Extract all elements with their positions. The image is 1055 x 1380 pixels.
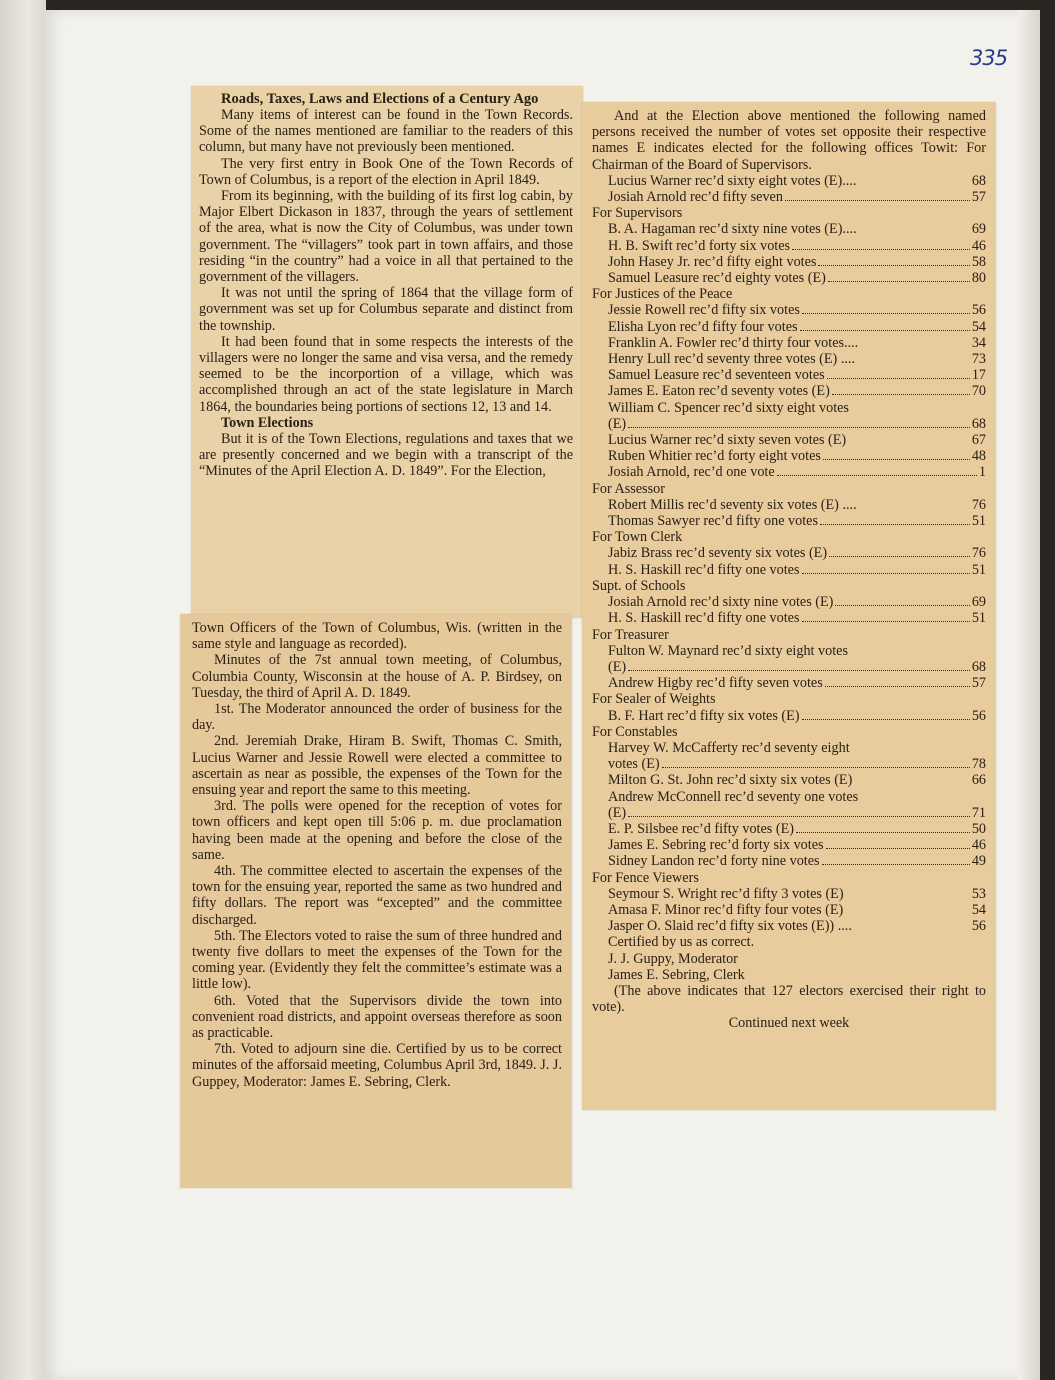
candidate-text: B. F. Hart rec’d fifty six votes (E): [608, 707, 800, 724]
vote-entry: [592, 367, 986, 383]
list-mcconnell: [592, 805, 986, 821]
leader-dots: [827, 378, 970, 379]
office-heading: Supt. of Schools: [592, 577, 686, 594]
list-chairman: [592, 173, 986, 205]
paragraph: (The above indicates that 127 electors exercised their right to vote).: [592, 982, 986, 1016]
leader-dots: [628, 670, 970, 671]
paragraph: 7th. Voted to adjourn sine die. Certified by us to be correct minutes of the afforsaid meeting, Columbus April 3rd, 1849. J. J. Guppey, Moderator: James E. Sebring, Clerk.: [192, 1041, 562, 1090]
paragraph: 3rd. The polls were opened for the reception of votes for town officers and kept open till 5:06 p. m. due proclamation having been made at the opening and before the close of the same.: [192, 798, 562, 863]
leader-dots: [628, 816, 970, 817]
candidate-text: Amasa F. Minor rec’d fifty four votes (E): [608, 901, 844, 918]
leader-dots: [829, 556, 970, 557]
vote-count: 71: [971, 804, 986, 821]
vote-count: 68: [971, 658, 986, 675]
candidate-text: H. S. Haskill rec’d fifty one votes: [608, 610, 800, 627]
candidate-text: James E. Sebring rec’d forty six votes: [608, 837, 824, 854]
paragraph: It was not until the spring of 1864 that the village form of government was set up for Columbus separate and distinct from the township.: [199, 285, 573, 334]
candidate-text: (E): [608, 415, 627, 432]
clipping-minutes: [180, 614, 572, 1188]
office-heading: For Sealer of Weights: [592, 691, 716, 708]
candidate-text: Josiah Arnold rec’d sixty nine votes (E): [608, 594, 834, 611]
candidate-text: Lucius Warner rec’d sixty seven votes (E): [608, 432, 847, 449]
vote-count: 51: [971, 561, 986, 578]
closing-line: James E. Sebring, Clerk: [608, 966, 745, 983]
candidate-text: H. B. Swift rec’d forty six votes: [608, 237, 791, 254]
scrapbook-page: [44, 10, 1040, 1380]
leader-dots: [820, 524, 970, 525]
vote-entry: [592, 189, 986, 205]
paragraph: 5th. The Electors voted to raise the sum of three hundred and twenty five dollars to meet the expenses of the Town for the coming year. (Evidently they felt the committee’s estimate was a little low).: [192, 927, 562, 993]
vote-entry: [592, 918, 986, 934]
vote-entry: [592, 173, 986, 189]
vote-count: 51: [971, 610, 986, 627]
vote-entry: [592, 464, 986, 480]
continued-note: Continued next week: [728, 1015, 850, 1032]
list-supervisors: [592, 221, 986, 286]
paragraph: The very first entry in Book One of the Town Records of Town of Columbus, is a report of the election in April 1849.: [199, 155, 573, 188]
clipping-article-intro: [191, 86, 583, 618]
vote-count: 53: [971, 885, 986, 902]
leader-dots: [835, 605, 969, 606]
vote-entry: [592, 756, 986, 772]
vote-entry: [592, 513, 986, 529]
vote-entry: [592, 853, 986, 869]
list-constables-a: [592, 772, 986, 788]
entry-line: Andrew McConnell rec’d seventy one votes: [608, 788, 859, 805]
office-heading: For Town Clerk: [592, 529, 683, 546]
vote-entry: [592, 497, 986, 513]
office-heading: For Justices of the Peace: [592, 286, 733, 303]
leader-dots: [777, 475, 977, 476]
vote-count: 49: [971, 853, 986, 870]
leader-dots: [802, 621, 970, 622]
paragraph: But it is of the Town Elections, regulations and taxes that we are presently concerned and we begin with a transcript of the “Minutes of the April Election A. D. 1849”. For the Election,: [199, 431, 573, 480]
vote-entry: [592, 772, 986, 788]
leader-dots: [628, 427, 970, 428]
list-justices-2: [592, 432, 986, 481]
vote-entry: [592, 837, 986, 853]
vote-count: 57: [971, 675, 986, 692]
candidate-text: Elisha Lyon rec’d fifty four votes: [608, 318, 798, 335]
vote-count: 78: [971, 756, 986, 773]
candidate-text: James E. Eaton rec’d seventy votes (E): [608, 383, 830, 400]
vote-count: 50: [971, 820, 986, 837]
vote-count: 56: [971, 302, 986, 319]
leader-dots: [802, 313, 970, 314]
vote-entry: [592, 335, 986, 351]
paragraph: Town Officers of the Town of Columbus, Wis. (written in the same style and language as recorded).: [192, 620, 562, 653]
leader-dots: [832, 394, 970, 395]
list-clerk: [592, 545, 986, 577]
leader-dots: [825, 686, 970, 687]
list-sealer: [592, 708, 986, 724]
vote-entry: [592, 254, 986, 270]
candidate-text: Josiah Arnold, rec’d one vote: [608, 464, 775, 481]
vote-count: 48: [971, 448, 986, 465]
vote-entry: [592, 545, 986, 561]
vote-count: 54: [971, 318, 986, 335]
list-justices: [592, 302, 986, 399]
candidate-text: Jabiz Brass rec’d seventy six votes (E): [608, 545, 828, 562]
candidate-text: (E): [608, 804, 627, 821]
vote-count: 56: [971, 707, 986, 724]
vote-count: 46: [971, 837, 986, 854]
office-heading: For Treasurer: [592, 626, 669, 643]
leader-dots: [800, 330, 970, 331]
paragraph: It had been found that in some respects the interests of the villagers were no longer the same and visa versa, and the remedy seemed to be the incorportion of a village, which was accomplished through an act of the state legislature in March 1864, the boundaries being portions of sections 12, 13 and 14.: [199, 333, 573, 415]
candidate-text: Robert Millis rec’d seventy six votes (E) ....: [608, 496, 857, 513]
candidate-text: Henry Lull rec’d seventy three votes (E) ....: [608, 351, 856, 368]
vote-count: 68: [971, 415, 986, 432]
vote-entry: [592, 659, 986, 675]
vote-count: 73: [971, 351, 986, 368]
vote-count: 58: [971, 253, 986, 270]
vote-entry: [592, 594, 986, 610]
vote-entry: [592, 886, 986, 902]
leader-dots: [792, 249, 970, 250]
candidate-text: Josiah Arnold rec’d fifty seven: [608, 189, 783, 206]
vote-count: 76: [971, 496, 986, 513]
vote-entry: [592, 448, 986, 464]
vote-entry: [592, 902, 986, 918]
candidate-text: Thomas Sawyer rec’d fifty one votes: [608, 513, 818, 530]
candidate-text: Samuel Leasure rec’d seventeen votes: [608, 367, 825, 384]
article-headline: Roads, Taxes, Laws and Elections of a Century Ago: [221, 91, 539, 107]
candidate-text: John Hasey Jr. rec’d fifty eight votes: [608, 253, 817, 270]
vote-count: 34: [971, 334, 986, 351]
paragraph: 2nd. Jeremiah Drake, Hiram B. Swift, Thomas C. Smith, Lucius Warner and Jessie Rowell were elected a committee to ascertain as near as possible, the expenses of the Town for the ensuing year and report the same to this meeting.: [192, 733, 562, 799]
candidate-text: Seymour S. Wright rec’d fifty 3 votes (E): [608, 885, 844, 902]
vote-count: 80: [971, 270, 986, 287]
closing-line: J. J. Guppy, Moderator: [608, 950, 738, 967]
vote-entry: [592, 302, 986, 318]
list-maynard: [592, 659, 986, 675]
candidate-text: E. P. Silsbee rec’d fifty votes (E): [608, 820, 794, 837]
leader-dots: [785, 200, 970, 201]
candidate-text: Ruben Whitier rec’d forty eight votes: [608, 448, 821, 465]
page-number: 335: [970, 46, 1008, 70]
list-assessor: [592, 497, 986, 529]
leader-dots: [828, 281, 970, 282]
leader-dots: [802, 573, 970, 574]
leader-dots: [796, 832, 970, 833]
entry-line: William C. Spencer rec’d sixty eight votes: [608, 399, 849, 416]
leader-dots: [662, 767, 970, 768]
candidate-text: votes (E): [608, 756, 660, 773]
vote-count: 56: [971, 918, 986, 935]
vote-entry: [592, 821, 986, 837]
candidate-text: Lucius Warner rec’d sixty eight votes (E)....: [608, 172, 857, 189]
vote-entry: [592, 432, 986, 448]
candidate-text: B. A. Hagaman rec’d sixty nine votes (E)....: [608, 221, 857, 238]
candidate-text: Jasper O. Slaid rec’d fifty six votes (E)) ....: [608, 918, 852, 935]
leader-dots: [823, 459, 970, 460]
vote-entry: [592, 221, 986, 237]
vote-count: 51: [971, 513, 986, 530]
vote-entry: [592, 805, 986, 821]
candidate-text: Andrew Higby rec’d fifty seven votes: [608, 675, 823, 692]
vote-count: 70: [971, 383, 986, 400]
list-constables-b: [592, 821, 986, 870]
candidate-text: (E): [608, 658, 627, 675]
office-heading: For Assessor: [592, 480, 665, 497]
office-heading: For Fence Viewers: [592, 869, 699, 886]
vote-entry: [592, 675, 986, 691]
vote-count: 76: [971, 545, 986, 562]
list-mccafferty: [592, 756, 986, 772]
vote-count: 57: [971, 189, 986, 206]
leader-dots: [826, 848, 970, 849]
list-schools: [592, 594, 986, 626]
leader-dots: [818, 265, 969, 266]
office-heading: For Supervisors: [592, 205, 683, 222]
vote-count: 54: [971, 901, 986, 918]
vote-entry: [592, 270, 986, 286]
list-fence: [592, 886, 986, 935]
vote-entry: [592, 319, 986, 335]
vote-count: 17: [971, 367, 986, 384]
paragraph: Minutes of the 7st annual town meeting, of Columbus, Columbia County, Wisconsin at the house of A. P. Birdsey, on Tuesday, the third of April A. D. 1849.: [192, 652, 562, 701]
entry-line: Fulton W. Maynard rec’d sixty eight votes: [608, 642, 848, 659]
clipping-election-results: [582, 102, 996, 1110]
vote-count: 69: [971, 594, 986, 611]
page-edge: [1018, 10, 1040, 1380]
vote-entry: [592, 416, 986, 432]
vote-count: 67: [971, 432, 986, 449]
candidate-text: H. S. Haskill rec’d fifty one votes: [608, 561, 800, 578]
paragraph: And at the Election above mentioned the following named persons received the number of votes set opposite their respective names E indicates elected for the following offices Towit: For Chairman of the Board of Supervisors.: [592, 108, 986, 173]
vote-count: 46: [971, 237, 986, 254]
vote-count: 1: [978, 464, 986, 481]
vote-count: 66: [971, 772, 986, 789]
paragraph: 4th. The committee elected to ascertain the expenses of the town for the ensuing year, reported the same as two hundred and fifty dollars. The report was “excepted” and the committee discharged.: [192, 863, 562, 928]
paragraph: 6th. Voted that the Supervisors divide the town into convenient road districts, and appoint overseas therefore as soon as practicable.: [192, 992, 562, 1042]
vote-entry: [592, 562, 986, 578]
office-heading: For Constables: [592, 723, 678, 740]
subheading-town-elections: Town Elections: [221, 414, 314, 431]
leader-dots: [802, 719, 970, 720]
list-spencer: [592, 416, 986, 432]
leader-dots: [822, 864, 970, 865]
vote-entry: [592, 383, 986, 399]
album-binding: [0, 0, 46, 1380]
candidate-text: Samuel Leasure rec’d eighty votes (E): [608, 270, 826, 287]
paragraph: 1st. The Moderator announced the order of business for the day.: [192, 701, 562, 734]
candidate-text: Franklin A. Fowler rec’d thirty four votes....: [608, 334, 859, 351]
vote-entry: [592, 610, 986, 626]
paragraph: From its beginning, with the building of its first log cabin, by Major Elbert Dickason in 1837, through the years of settlement of the area, what is now the City of Columbus, was under town government. The “villagers” took part in town affairs, and those residing “in the country” had a voice in all that pertained to the government of the villagers.: [199, 188, 573, 286]
vote-entry: [592, 238, 986, 254]
vote-count: 68: [971, 172, 986, 189]
candidate-text: Jessie Rowell rec’d fifty six votes: [608, 302, 800, 319]
paragraph: Many items of interest can be found in the Town Records. Some of the names mentioned are familiar to the readers of this column, but many have not previously been mentioned.: [199, 107, 573, 156]
vote-count: 69: [971, 221, 986, 238]
list-treasurer-2: [592, 675, 986, 691]
candidate-text: Milton G. St. John rec’d sixty six votes (E): [608, 772, 853, 789]
closing-line: Certified by us as correct.: [608, 934, 755, 951]
vote-entry: [592, 351, 986, 367]
entry-line: Harvey W. McCafferty rec’d seventy eight: [608, 739, 850, 756]
vote-entry: [592, 708, 986, 724]
candidate-text: Sidney Landon rec’d forty nine votes: [608, 853, 820, 870]
